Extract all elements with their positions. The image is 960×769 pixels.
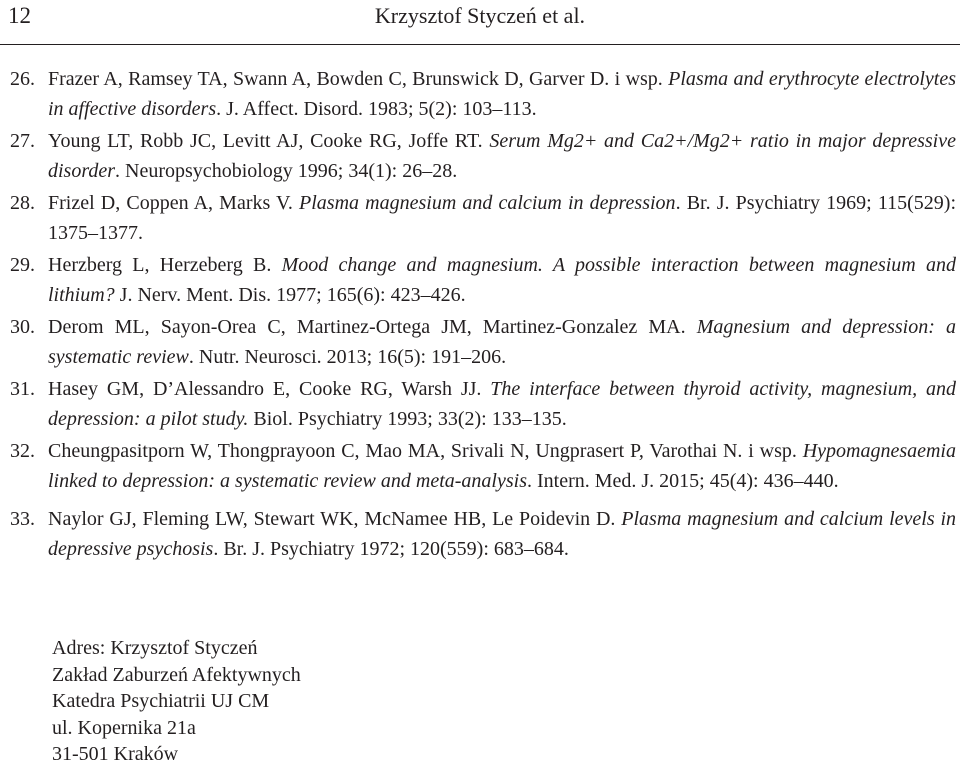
reference-authors: Frazer A, Ramsey TA, Swann A, Bowden C, Brunswick D, Garver D. i wsp. — [48, 68, 669, 90]
reference-item — [10, 126, 956, 186]
reference-authors: Herzberg L, Herzeberg B. — [48, 254, 282, 276]
reference-item — [10, 64, 956, 124]
reference-number: 27. — [10, 130, 35, 152]
reference-number: 33. — [10, 508, 35, 530]
reference-title: Mood change and magnesium. A possible interaction between magnesium and lithium? — [48, 254, 957, 306]
reference-source: . Intern. Med. J. 2015; 45(4): 436–440. — [526, 470, 839, 492]
reference-number: 28. — [10, 192, 35, 214]
reference-source: . J. Affect. Disord. 1983; 5(2): 103–113. — [216, 98, 537, 120]
reference-authors: Hasey GM, D’Alessandro E, Cooke RG, Warsh JJ. — [48, 378, 491, 400]
reference-source: . Br. J. Psychiatry 1969; 115(529): 1375–1377. — [48, 192, 957, 244]
address-line: ul. Kopernika 21a — [52, 716, 196, 739]
reference-title: Plasma magnesium and calcium levels in depressive psychosis — [48, 508, 957, 560]
reference-item — [10, 436, 956, 496]
reference-authors: Cheungpasitporn W, Thongprayoon C, Mao MA, Srivali N, Ungprasert P, Varothai N. i wsp. — [48, 440, 803, 462]
reference-number: 30. — [10, 316, 35, 338]
address-line: Adres: Krzysztof Styczeń — [52, 637, 258, 659]
address-line: Katedra Psychiatrii UJ CM — [52, 690, 270, 712]
reference-title: Plasma and erythrocyte electrolytes in affective disorders — [48, 68, 956, 120]
reference-authors: Naylor GJ, Fleming LW, Stewart WK, McNamee HB, Le Poidevin D. — [48, 508, 622, 530]
reference-item — [10, 312, 956, 372]
reference-title: Plasma magnesium and calcium in depression — [299, 192, 676, 214]
reference-source: . Neuropsychobiology 1996; 34(1): 26–28. — [115, 160, 458, 182]
page-number: 12 — [8, 3, 31, 28]
reference-source: . Nutr. Neurosci. 2013; 16(5): 191–206. — [188, 346, 507, 368]
reference-number: 26. — [10, 68, 35, 90]
reference-title: Hypomagnesaemia linked to depression: a systematic review and meta-analysis — [48, 440, 956, 492]
page-header — [0, 0, 960, 45]
reference-source: Biol. Psychiatry 1993; 33(2): 133–135. — [248, 408, 567, 430]
reference-title: Serum Mg2+ and Ca2+/Mg2+ ratio in major depressive disorder — [48, 130, 956, 182]
reference-authors: Frizel D, Coppen A, Marks V. — [48, 192, 300, 214]
reference-number: 29. — [10, 254, 35, 276]
reference-source: J. Nerv. Ment. Dis. 1977; 165(6): 423–426. — [114, 284, 466, 306]
address-line: Zakład Zaburzeń Afektywnych — [52, 663, 301, 686]
reference-list — [10, 64, 956, 566]
reference-source: . Br. J. Psychiatry 1972; 120(559): 683–684. — [213, 538, 569, 560]
reference-item — [10, 504, 956, 564]
running-head: Krzysztof Styczeń et al. — [374, 3, 586, 28]
address-line: 31-501 Kraków — [52, 743, 179, 765]
reference-item — [10, 188, 956, 248]
reference-number: 32. — [10, 440, 35, 462]
reference-title: Magnesium and depression: a systematic review — [48, 316, 956, 368]
correspondence-address — [52, 635, 301, 768]
reference-number: 31. — [10, 378, 35, 400]
reference-authors: Young LT, Robb JC, Levitt AJ, Cooke RG, Joffe RT. — [48, 130, 490, 152]
reference-item — [10, 250, 956, 310]
reference-title: The interface between thyroid activity, magnesium, and depression: a pilot study. — [48, 378, 957, 430]
reference-item — [10, 374, 956, 434]
reference-authors: Derom ML, Sayon-Orea C, Martinez-Ortega JM, Martinez-Gonzalez MA. — [48, 316, 697, 338]
